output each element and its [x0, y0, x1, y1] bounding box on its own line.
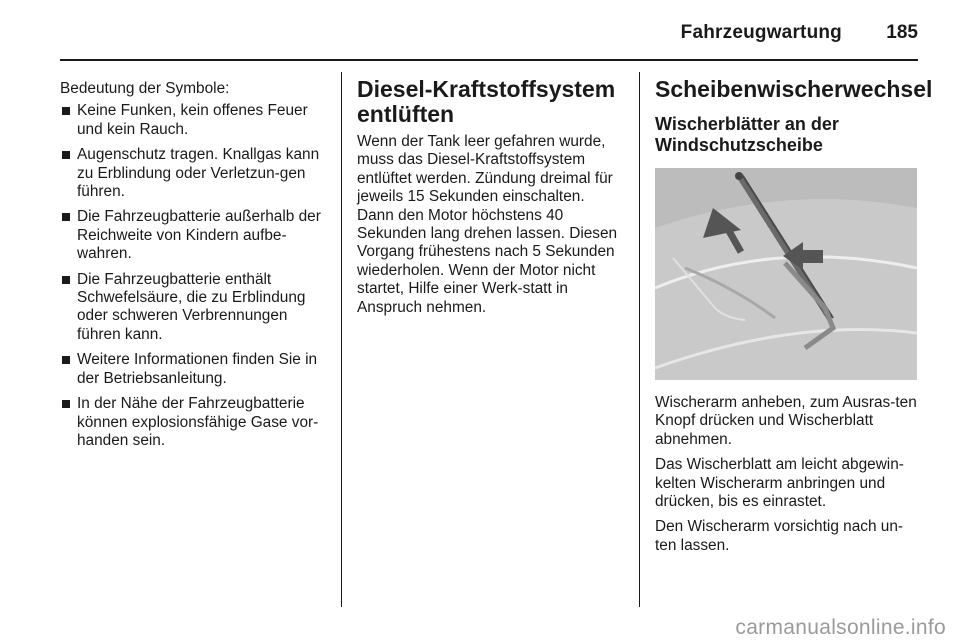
wiper-step-3: Den Wischerarm vorsichtig nach un-ten lassen. — [655, 518, 904, 554]
header-divider — [60, 59, 918, 61]
bullet-square-icon — [62, 356, 70, 364]
page-header — [0, 0, 960, 62]
wiper-step-2: Das Wischerblatt am leicht abgewin-kelten Wischerarm anbringen und drücken, bis es einrastet. — [655, 456, 904, 511]
column-divider-2 — [639, 72, 640, 607]
bullet-square-icon — [62, 107, 70, 115]
bullet-square-icon — [62, 213, 70, 221]
section-title: Fahrzeugwartung — [680, 22, 842, 43]
bullet-square-icon — [62, 151, 70, 159]
diesel-body: Wenn der Tank leer gefahren wurde, muss das Diesel-Kraftstoffsystem entlüftet werden. Zündung dreimal für jeweils 15 Sekunden einschalten. Dann den Motor höchstens 40 Sekunden lang drehen lassen. Diesen Vorgang frühestens nach 5 Sekunden wiederholen. Wenn der Motor nicht startet, Hilfe einer Werk-statt in Anspruch nehmen. — [357, 133, 618, 316]
list-item: In der Nähe der Fahrzeugbatterie können explosionsfähige Gase vor-handen sein. — [60, 395, 328, 450]
column-divider-1 — [341, 72, 342, 607]
symbols-intro: Bedeutung der Symbole: — [60, 80, 230, 97]
symbols-list — [60, 102, 328, 450]
wiper-heading: Scheibenwischerwechsel — [655, 76, 933, 102]
list-item: Keine Funken, kein offenes Feuer und kein Rauch. — [60, 102, 328, 139]
column-diesel-bleeding — [357, 72, 625, 317]
column-battery-symbols — [60, 72, 328, 457]
column-wiper-replacement — [655, 72, 933, 562]
list-item: Augenschutz tragen. Knallgas kann zu Erblindung oder Verletzun-gen führen. — [60, 146, 328, 201]
watermark: carmanualsonline.info — [735, 616, 946, 639]
page-number: 185 — [886, 22, 918, 43]
list-item: Die Fahrzeugbatterie enthält Schwefelsäure, die zu Erblindung oder schweren Verbrennungen führen kann. — [60, 271, 328, 345]
diesel-heading: Diesel-Kraftstoffsystem entlüften — [357, 76, 616, 127]
list-item: Die Fahrzeugbatterie außerhalb der Reichweite von Kindern aufbe-wahren. — [60, 208, 328, 263]
bullet-square-icon — [62, 400, 70, 408]
bullet-square-icon — [62, 276, 70, 284]
wiper-subheading: Wischerblätter an der Windschutzscheibe — [655, 114, 839, 155]
wiper-blade-illustration — [655, 168, 917, 380]
wiper-step-1: Wischerarm anheben, zum Ausras-ten Knopf drücken und Wischerblatt abnehmen. — [655, 394, 917, 448]
list-item: Weitere Informationen finden Sie in der Betriebsanleitung. — [60, 351, 328, 388]
